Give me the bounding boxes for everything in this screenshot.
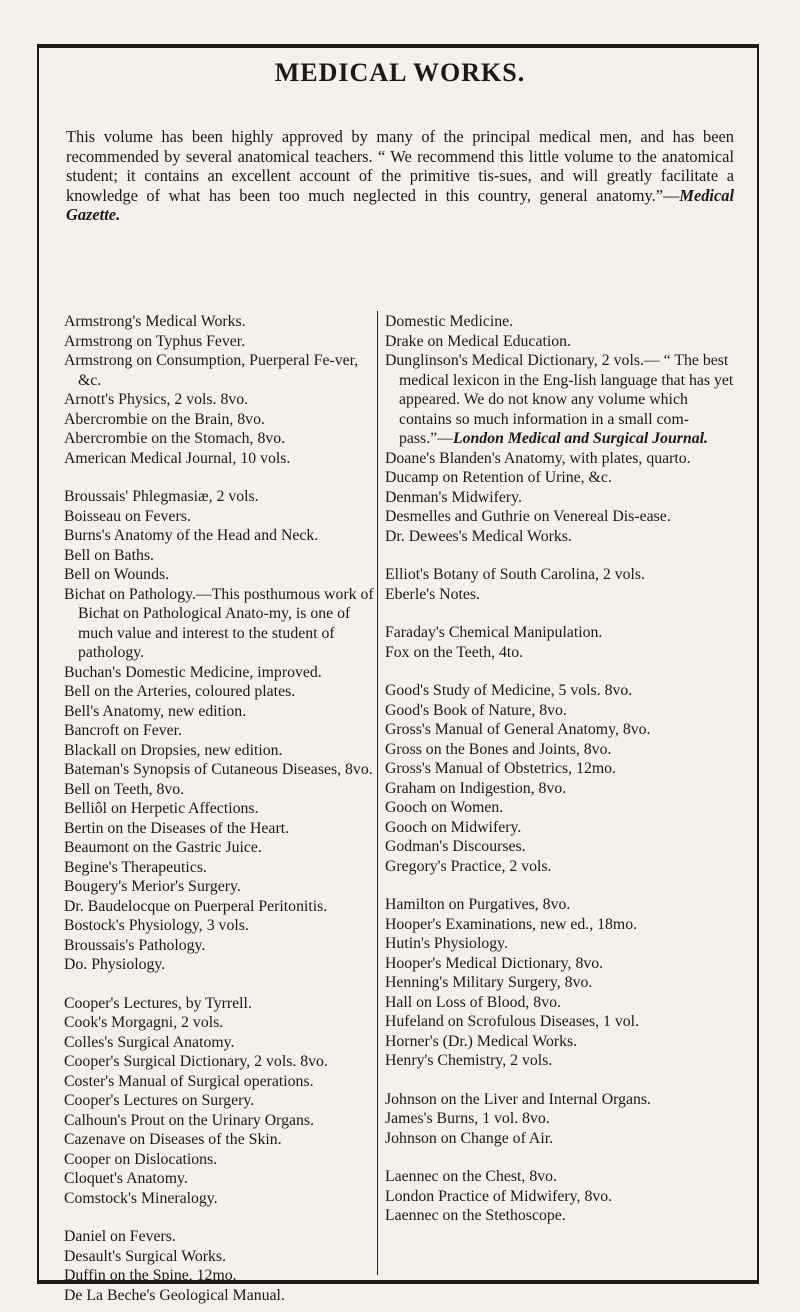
book-title: Comstock's Mineralogy. — [64, 1189, 218, 1207]
book-title: Hufeland on Scrofulous Diseases, 1 vol. — [385, 1013, 640, 1030]
book-title: Elliot's Botany of South Carolina, 2 vols. — [385, 566, 645, 583]
book-entry — [64, 1091, 376, 1111]
book-title: Gregory's Practice, 2 vols. — [385, 857, 552, 875]
book-title: Abercrombie on the Stomach, 8vo. — [64, 430, 286, 447]
book-title: Bateman's Synopsis of Cutaneous Diseases, 8vo. — [64, 761, 373, 778]
book-title: Gross's Manual of General Anatomy, 8vo. — [385, 721, 651, 738]
book-entry — [64, 858, 376, 878]
book-title: Domestic Medicine. — [385, 313, 514, 330]
book-title: Bougery's Merior's Surgery. — [64, 878, 241, 895]
book-title: Laennec on the Stethoscope. — [385, 1207, 566, 1224]
book-title: Denman's Midwifery. — [385, 488, 522, 506]
book-title: Hooper's Examinations, new ed., 18mo. — [385, 915, 638, 933]
book-title: Dr. Dewees's Medical Works. — [385, 527, 572, 545]
book-title: Hutin's Physiology. — [385, 935, 508, 952]
book-entry — [64, 1130, 376, 1150]
book-title: Good's Study of Medicine, 5 vols. 8vo. — [385, 682, 633, 699]
book-entry — [385, 1032, 740, 1052]
book-entry — [64, 1150, 376, 1170]
book-title: Godman's Discourses. — [385, 838, 526, 855]
book-entry — [64, 877, 376, 897]
book-title: Bell on Baths. — [64, 546, 154, 564]
intro-paragraph — [66, 127, 734, 225]
book-entry — [64, 721, 376, 741]
book-entry — [385, 507, 740, 527]
book-title: Desault's Surgical Works. — [64, 1247, 227, 1265]
book-title: Bell's Anatomy, new edition. — [64, 702, 247, 720]
book-title: London Practice of Midwifery, 8vo. — [385, 1187, 613, 1205]
book-entry — [385, 468, 740, 488]
book-title: Broussais' Phlegmasiæ, 2 vols. — [64, 488, 259, 505]
book-entry — [385, 565, 740, 585]
book-entry — [385, 701, 740, 721]
book-entry — [385, 740, 740, 760]
book-entry — [64, 585, 376, 663]
book-title: Faraday's Chemical Manipulation. — [385, 624, 603, 641]
book-entry — [64, 565, 376, 585]
book-entry — [385, 312, 740, 332]
book-entry — [64, 526, 376, 546]
book-entry — [64, 1266, 376, 1286]
book-title: Duffin on the Spine, 12mo. — [64, 1267, 237, 1284]
book-title: Armstrong's Medical Works. — [64, 313, 246, 330]
book-entry — [64, 1227, 376, 1247]
book-entry — [64, 1286, 376, 1306]
book-title: Ducamp on Retention of Urine, &c. — [385, 469, 612, 486]
book-title: Cook's Morgagni, 2 vols. — [64, 1014, 224, 1031]
page-title: MEDICAL WORKS. — [274, 58, 526, 87]
book-entry — [64, 1189, 376, 1209]
book-entry — [385, 993, 740, 1013]
book-entry — [385, 1187, 740, 1207]
book-entry — [385, 818, 740, 838]
book-title: Bostock's Physiology, 3 vols. — [64, 917, 249, 934]
book-entry — [385, 585, 740, 605]
book-title: Bell on the Arteries, coloured plates. — [64, 683, 296, 700]
book-title: Good's Book of Nature, 8vo. — [385, 701, 567, 719]
book-entry — [64, 332, 376, 352]
book-title: Gross on the Bones and Joints, 8vo. — [385, 740, 612, 758]
book-title: Fox on the Teeth, 4to. — [385, 643, 524, 661]
right-column — [385, 312, 740, 1226]
book-title: Gooch on Midwifery. — [385, 818, 522, 836]
intro-text: This volume has been highly approved by many of the principal medical men, and has been recommended by several anatomical teachers. “ We recommend this little volume to the anatomical student; it contains an excellent account of the primitive tis-sues, and will greatly facilitate a knowledge of what has been too much neglected in this country, general anatomy.”— — [66, 127, 734, 205]
book-entry — [64, 994, 376, 1014]
book-title: Doane's Blanden's Anatomy, with plates, quarto. — [385, 449, 691, 467]
book-entry — [385, 779, 740, 799]
book-entry — [64, 449, 376, 469]
book-entry — [64, 1072, 376, 1092]
book-entry — [64, 1111, 376, 1131]
book-entry — [64, 390, 376, 410]
book-title: Coster's Manual of Surgical operations. — [64, 1072, 314, 1090]
book-entry — [385, 954, 740, 974]
book-entry — [64, 1033, 376, 1053]
book-entry — [385, 857, 740, 877]
book-entry — [64, 546, 376, 566]
book-title: Blackall on Dropsies, new edition. — [64, 741, 283, 759]
book-entry — [64, 1013, 376, 1033]
book-entry — [64, 955, 376, 975]
book-entry — [64, 741, 376, 761]
book-title: Hooper's Medical Dictionary, 8vo. — [385, 954, 604, 972]
book-entry — [64, 351, 376, 390]
book-entry — [385, 1012, 740, 1032]
book-entry — [385, 934, 740, 954]
book-title: Bell on Teeth, 8vo. — [64, 780, 185, 798]
book-entry — [64, 1247, 376, 1267]
book-entry — [64, 897, 376, 917]
intro-source: Medical Gazette. — [66, 185, 734, 225]
book-entry — [385, 488, 740, 508]
book-entry — [385, 973, 740, 993]
book-entry — [385, 915, 740, 935]
book-title: Cooper's Lectures, by Tyrrell. — [64, 994, 252, 1012]
column-divider — [377, 311, 378, 1275]
book-entry — [64, 312, 376, 332]
book-entry — [64, 936, 376, 956]
book-title: Belliôl on Herpetic Affections. — [64, 800, 259, 817]
book-entry — [64, 1169, 376, 1189]
book-title: Bichat on Pathology.—This posthumous work of Bichat on Pathological Anato-my, is one of much value and interest to the student of pathology. — [64, 585, 374, 661]
book-entry — [64, 819, 376, 839]
book-entry — [64, 429, 376, 449]
book-entry — [385, 759, 740, 779]
book-entry — [64, 663, 376, 683]
book-entry — [64, 838, 376, 858]
book-entry — [64, 1052, 376, 1072]
book-title: Hall on Loss of Blood, 8vo. — [385, 993, 561, 1011]
left-column — [64, 312, 376, 1305]
book-entry — [385, 1167, 740, 1187]
book-entry — [385, 720, 740, 740]
book-title: Bertin on the Diseases of the Heart. — [64, 819, 290, 837]
book-title: Dunglinson's Medical Dictionary, 2 vols.— “ The best medical lexicon in the Eng-lish language that has yet appeared. We do not know any volume which contains so much information in a small com-pass.”— — [385, 352, 734, 447]
book-title: Bell on Wounds. — [64, 566, 170, 583]
book-entry — [64, 507, 376, 527]
book-title: Cooper on Dislocations. — [64, 1150, 218, 1168]
book-title: American Medical Journal, 10 vols. — [64, 449, 291, 467]
book-title: Henry's Chemistry, 2 vols. — [385, 1052, 553, 1069]
book-title: Begine's Therapeutics. — [64, 858, 207, 876]
book-entry — [385, 837, 740, 857]
book-title: Abercrombie on the Brain, 8vo. — [64, 410, 265, 428]
book-entry — [385, 527, 740, 547]
book-entry — [64, 799, 376, 819]
book-entry — [385, 623, 740, 643]
book-title: Buchan's Domestic Medicine, improved. — [64, 663, 322, 681]
book-entry — [385, 1090, 740, 1110]
book-entry — [64, 916, 376, 936]
book-title: De La Beche's Geological Manual. — [64, 1286, 285, 1304]
book-title: Cloquet's Anatomy. — [64, 1170, 188, 1187]
book-title: Boisseau on Fevers. — [64, 507, 191, 525]
book-entry — [64, 682, 376, 702]
book-title: Gross's Manual of Obstetrics, 12mo. — [385, 760, 616, 777]
book-entry — [385, 643, 740, 663]
book-title: Broussais's Pathology. — [64, 936, 206, 954]
book-title: Johnson on Change of Air. — [385, 1129, 554, 1147]
book-title: Colles's Surgical Anatomy. — [64, 1033, 235, 1051]
book-entry — [385, 681, 740, 701]
book-title: Drake on Medical Education. — [385, 332, 571, 350]
book-title: Cazenave on Diseases of the Skin. — [64, 1131, 282, 1148]
book-title: Laennec on the Chest, 8vo. — [385, 1168, 557, 1185]
book-entry — [385, 1051, 740, 1071]
book-title: Henning's Military Surgery, 8vo. — [385, 974, 593, 991]
book-title: Bancroft on Fever. — [64, 722, 183, 739]
book-title: Armstrong on Typhus Fever. — [64, 332, 246, 350]
book-title: Eberle's Notes. — [385, 585, 480, 603]
book-title: Johnson on the Liver and Internal Organs. — [385, 1090, 652, 1108]
book-title: Armstrong on Consumption, Puerperal Fe-ver, &c. — [64, 352, 359, 389]
book-entry — [64, 760, 376, 780]
book-title: Do. Physiology. — [64, 956, 166, 973]
book-entry — [385, 1109, 740, 1129]
book-title: Daniel on Fevers. — [64, 1228, 176, 1245]
book-entry — [64, 410, 376, 430]
book-entry — [385, 895, 740, 915]
book-entry — [64, 780, 376, 800]
book-entry — [385, 1129, 740, 1149]
book-title: Desmelles and Guthrie on Venereal Dis-ease. — [385, 508, 671, 525]
book-title: Gooch on Women. — [385, 799, 504, 816]
book-entry — [385, 351, 740, 449]
book-entry — [385, 798, 740, 818]
book-title: James's Burns, 1 vol. 8vo. — [385, 1110, 550, 1127]
book-title: Cooper's Lectures on Surgery. — [64, 1092, 255, 1109]
book-title: Calhoun's Prout on the Urinary Organs. — [64, 1111, 315, 1129]
book-title: Beaumont on the Gastric Juice. — [64, 839, 262, 856]
book-title: Graham on Indigestion, 8vo. — [385, 779, 567, 797]
book-title: Arnott's Physics, 2 vols. 8vo. — [64, 391, 249, 408]
book-entry — [385, 332, 740, 352]
book-entry — [385, 449, 740, 469]
book-entry — [64, 702, 376, 722]
book-title: Hamilton on Purgatives, 8vo. — [385, 896, 571, 913]
book-title: Cooper's Surgical Dictionary, 2 vols. 8vo. — [64, 1053, 328, 1070]
book-title: Dr. Baudelocque on Puerperal Peritonitis. — [64, 897, 328, 915]
book-title: Horner's (Dr.) Medical Works. — [385, 1032, 578, 1050]
review-source: London Medical and Surgical Journal. — [452, 430, 708, 447]
book-entry — [385, 1206, 740, 1226]
book-entry — [64, 487, 376, 507]
book-title: Burns's Anatomy of the Head and Neck. — [64, 527, 319, 544]
